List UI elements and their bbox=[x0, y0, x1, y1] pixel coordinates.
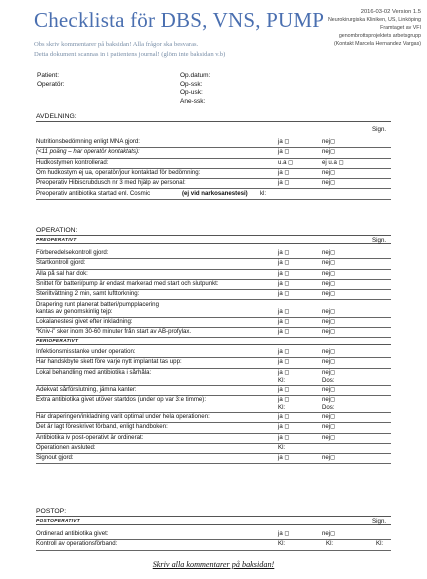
checklist-row bbox=[36, 169, 391, 179]
option-no[interactable]: nej◻ bbox=[322, 433, 336, 441]
op-usk-label: Op-usk: bbox=[180, 89, 203, 97]
row-text: Har handskbyte skett före varje nytt implantat tas upp: bbox=[36, 358, 182, 366]
row-text: Det är lagt föreskrivet förband, enligt handboken: bbox=[36, 423, 168, 431]
option-yes[interactable]: ja ◻ bbox=[278, 433, 290, 441]
document-meta bbox=[328, 8, 421, 48]
checklist-row bbox=[36, 179, 391, 189]
row-text: Steriltvättning 2 min, samt lufttorkning: bbox=[36, 290, 140, 298]
option-no[interactable]: nej◻ bbox=[322, 148, 336, 156]
option-yes[interactable]: ja ◻ bbox=[278, 423, 290, 431]
checklist-row bbox=[36, 530, 391, 540]
time-field[interactable]: Kl: bbox=[376, 540, 384, 548]
checklist-row bbox=[36, 280, 391, 290]
row-text: Ordinerad antibiotika givet: bbox=[36, 530, 109, 537]
option-yes[interactable]: ja ◻ bbox=[278, 179, 290, 187]
checklist-row bbox=[36, 138, 391, 148]
row-text: Antibiotika iv post-operativt är ordinerat: bbox=[36, 433, 144, 441]
note-line: Obs skriv kommentarer på baksidan! Alla frågor ska besvaras. bbox=[34, 41, 199, 48]
option-yes[interactable]: ja ◻ bbox=[278, 279, 290, 287]
option-no[interactable]: nej◻ bbox=[322, 249, 336, 256]
option-yes[interactable]: ja ◻ bbox=[278, 368, 290, 376]
checklist-row bbox=[36, 249, 391, 259]
option-no[interactable]: nej◻ bbox=[322, 327, 336, 335]
row-text: Alla på sal har dok: bbox=[36, 269, 88, 277]
row-text: Kontroll av operationsförband: bbox=[36, 540, 118, 548]
meta-line: Neurokirurgiska Kliniken, US, Linköping bbox=[327, 17, 421, 23]
checklist-row bbox=[36, 358, 391, 368]
patient-label: Patient: bbox=[37, 72, 60, 79]
option-yes[interactable]: ja ◻ bbox=[278, 396, 290, 403]
option-yes[interactable]: ja ◻ bbox=[278, 317, 290, 325]
meta-line: 2016-03-02 Version 1.5 bbox=[360, 9, 421, 15]
row-text: Infektionsmisstanke under operation: bbox=[36, 348, 136, 356]
section-heading-operation: OPERATION: bbox=[36, 227, 391, 236]
checklist-row bbox=[36, 328, 391, 338]
option-no[interactable]: nej◻ bbox=[322, 423, 336, 431]
option-yes[interactable]: ja ◻ bbox=[278, 385, 290, 393]
option-yes[interactable]: ja ◻ bbox=[278, 348, 290, 356]
option-no[interactable]: nej◻ bbox=[322, 358, 336, 366]
row-text: “Kniv-i” sker inom 30-60 minuter från start av AB-profylax. bbox=[36, 327, 192, 335]
option-no[interactable]: ej u.a ◻ bbox=[322, 158, 344, 166]
meta-line: genombrottsprojektets arbetsgrupp bbox=[338, 33, 421, 39]
time-field[interactable]: kl: bbox=[260, 189, 267, 197]
op-date-label: Op.datum: bbox=[180, 72, 211, 79]
row-text: Signout gjord: bbox=[36, 454, 74, 462]
patient-fields-left bbox=[37, 72, 64, 89]
option-yes[interactable]: ja ◻ bbox=[278, 138, 290, 145]
checklist-row bbox=[36, 386, 391, 396]
option-yes[interactable]: ja ◻ bbox=[278, 454, 290, 462]
option-yes[interactable]: ja ◻ bbox=[278, 168, 290, 176]
option-yes[interactable]: ja ◻ bbox=[278, 358, 290, 366]
row-text: Adekvat sårförslutning, jämna kanter: bbox=[36, 385, 137, 393]
checklist-row bbox=[36, 413, 391, 423]
checklist-row bbox=[36, 454, 391, 464]
dose-field[interactable]: Dos: bbox=[322, 404, 335, 411]
option-yes[interactable]: ja ◻ bbox=[278, 413, 290, 420]
note-line: Detta dokument scannas in i patientens journal! (glöm inte baksidan v.b) bbox=[34, 51, 226, 58]
row-text: (<11 poäng – har operatör kontaktats): bbox=[36, 148, 140, 156]
row-text-continued: kantas av genomskinlig tejp: bbox=[36, 307, 113, 315]
option-yes[interactable]: ja ◻ bbox=[278, 327, 290, 335]
document-title: Checklista för DBS, VNS, PUMP bbox=[34, 8, 325, 32]
checklist-row bbox=[36, 423, 391, 433]
option-yes[interactable]: ja ◻ bbox=[278, 148, 290, 156]
subheading-postoperativt: POSTOPERATIVT bbox=[36, 519, 391, 525]
option-no[interactable]: nej◻ bbox=[322, 530, 336, 537]
option-no[interactable]: nej◻ bbox=[322, 307, 336, 315]
dose-field[interactable]: Dos: bbox=[322, 376, 335, 384]
row-text: Lokalanestesi givet efter inkladning: bbox=[36, 317, 133, 325]
option-yes[interactable]: ja ◻ bbox=[278, 269, 290, 277]
option-no[interactable]: nej◻ bbox=[322, 368, 336, 376]
option-no[interactable]: nej◻ bbox=[322, 413, 336, 420]
row-extra: (ej vid narkosanestesi) bbox=[182, 189, 248, 197]
checklist-row bbox=[36, 290, 391, 300]
checklist-row bbox=[36, 434, 391, 444]
option-no[interactable]: nej◻ bbox=[322, 179, 336, 187]
sign-column-label: Sign. bbox=[372, 126, 387, 133]
subheading-preoperativt: PREOPERATIVT bbox=[36, 238, 391, 244]
checklist-row bbox=[36, 540, 391, 550]
checklist-row bbox=[36, 148, 391, 158]
checklist-row bbox=[36, 444, 391, 454]
option-no[interactable]: nej◻ bbox=[322, 138, 336, 145]
option-yes[interactable]: ja ◻ bbox=[278, 249, 290, 256]
row-text: Preoperativ antibiotika startad enl. Cosmic bbox=[36, 189, 151, 197]
option-no[interactable]: nej◻ bbox=[322, 348, 336, 356]
footer-note: Skriv alla kommentarer på baksidan! bbox=[152, 560, 275, 569]
option-no[interactable]: nej◻ bbox=[322, 385, 336, 393]
option-no[interactable]: nej◻ bbox=[322, 269, 336, 277]
time-field[interactable]: Kl: bbox=[326, 540, 334, 548]
checklist-row bbox=[36, 259, 391, 269]
subheading-perioperativt: PERIOPERATIVT bbox=[36, 339, 391, 345]
operator-label: Operatör: bbox=[37, 80, 65, 88]
row-text: Snittet för batteri/pump är endast markerad med start och slutpunkt: bbox=[36, 279, 219, 287]
option-no[interactable]: nej◻ bbox=[322, 279, 336, 287]
option-yes[interactable]: Kl: bbox=[278, 540, 286, 548]
option-no[interactable]: nej◻ bbox=[322, 290, 336, 298]
sign-column-label: Sign. bbox=[372, 237, 387, 244]
option-yes[interactable]: Kl: bbox=[278, 443, 286, 451]
section-heading-postop: POSTOP: bbox=[36, 508, 391, 517]
time-field[interactable]: Kl: bbox=[278, 376, 286, 384]
checklist-row bbox=[36, 270, 391, 280]
option-no[interactable]: nej◻ bbox=[322, 454, 336, 462]
meta-line: Framtaget av VFI bbox=[380, 25, 421, 31]
row-text: Om hudkostym ej ua, operatör/jour kontaktad för bedömning: bbox=[36, 168, 201, 176]
row-text: Förberedelsekontroll gjord: bbox=[36, 249, 109, 256]
row-text: Hudkostymen kontrollerad: bbox=[36, 158, 109, 166]
row-text: Lokal behandling med antibiotika i sårhåla: bbox=[36, 368, 152, 376]
row-text: Har draperingen/inkladning varit optimal under hela operationen: bbox=[36, 413, 210, 420]
row-text: Preoperativ Hibiscrubdusch nr 3 med hjälp av personal: bbox=[36, 179, 186, 187]
option-yes[interactable]: ja ◻ bbox=[278, 259, 290, 267]
option-no[interactable]: nej◻ bbox=[322, 317, 336, 325]
row-text: Extra antibiotika givet utöver startdos (under op var 3:e timme): bbox=[36, 396, 207, 403]
option-no[interactable]: nej◻ bbox=[322, 396, 336, 403]
row-text: Nutritionsbedömning enligt MNA gjord: bbox=[36, 138, 140, 145]
checklist-row bbox=[36, 318, 391, 328]
section-heading-avdelning: AVDELNING: bbox=[36, 113, 391, 122]
time-field[interactable]: Kl: bbox=[278, 404, 286, 411]
checklist-row bbox=[36, 348, 391, 358]
row-text: Startkontroll gjord: bbox=[36, 259, 86, 267]
checklist-row bbox=[36, 190, 391, 200]
ane-ssk-label: Ane-ssk: bbox=[180, 97, 206, 105]
option-no[interactable]: nej◻ bbox=[322, 259, 336, 267]
checklist-row bbox=[36, 159, 391, 169]
checklist-row bbox=[36, 369, 391, 386]
patient-fields-right bbox=[180, 72, 210, 106]
option-yes[interactable]: ja ◻ bbox=[278, 530, 290, 537]
option-yes[interactable]: ja ◻ bbox=[278, 290, 290, 298]
op-ssk-label: Op-ssk: bbox=[180, 80, 203, 88]
instruction-note bbox=[34, 40, 225, 60]
row-text: Operationen avsluted: bbox=[36, 443, 96, 451]
option-yes[interactable]: ja ◻ bbox=[278, 307, 290, 315]
option-no[interactable]: nej◻ bbox=[322, 168, 336, 176]
meta-line: (Kontakt Marcela Hernandez Vargas) bbox=[333, 41, 421, 47]
sign-column-label: Sign. bbox=[372, 518, 387, 525]
option-yes[interactable]: u.a ◻ bbox=[278, 158, 294, 166]
checklist-row bbox=[36, 396, 391, 413]
row-text: Drapering runt planerat batteri/pumpplacering bbox=[36, 300, 159, 308]
checklist-row bbox=[36, 301, 391, 318]
